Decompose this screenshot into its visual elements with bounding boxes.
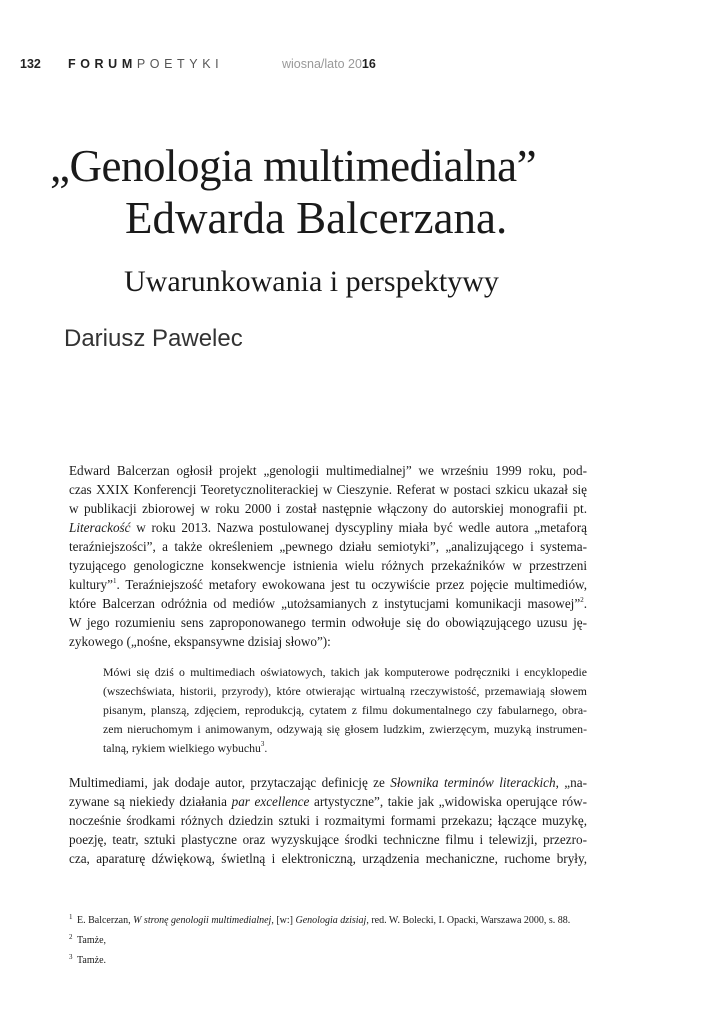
quote-line: (wszechświata, historii, przyrody), które otwierając wirtualną rzeczywistość, przemawiają słowem (103, 684, 587, 698)
text-line: W jego rozumieniu sens zaproponowanego termin odwołuje się do obowiązującego uzusu ję- (69, 615, 587, 630)
footnote-number: 1 (69, 913, 73, 921)
footnote-3 (69, 949, 570, 969)
text-run: . Teraźniejszość metafory ewokowana jest tu oczywiście przez pojęcie multimediów, (116, 577, 587, 592)
text-line (69, 594, 587, 613)
text-run: E. Balcerzan, (77, 915, 134, 926)
book-title: Słownika terminów literackich (390, 775, 556, 790)
text-run: które Balcerzan odróżnia od mediów „utożsamianych z instytucjami komunikacji masowej” (69, 596, 581, 611)
footnote-number: 3 (69, 953, 73, 961)
article-title-line-2: Edwarda Balcerzana. (125, 193, 508, 243)
journal-name-light: POETYKI (136, 57, 224, 71)
footnote-ref-2[interactable]: 2 (580, 596, 584, 604)
text-run: . (264, 741, 268, 755)
footnotes (69, 909, 570, 969)
text-line: czas XXIX Konferencji Teoretycznoliterackiej w Cieszynie. Referat w postaci szkicu ukazał się (69, 482, 587, 497)
journal-name (68, 57, 223, 71)
issue-label-bold: 16 (361, 57, 376, 71)
issue-label-light: wiosna/lato 20 (282, 57, 362, 71)
text-line: w publikacji zbiorowej w roku 2000 i został następnie włączony do autorskiej monografii pt. (69, 501, 587, 516)
text-line (69, 575, 587, 594)
book-title: W stronę genologii multimedialnej (133, 915, 272, 926)
book-title: Literackość (69, 520, 131, 535)
footnote-2 (69, 929, 570, 949)
text-line: poezję, teatr, sztuki plastyczne oraz wyzyskujące środki techniczne filmu i telewizji, przezro- (69, 832, 587, 847)
text-run: artystyczne”, takie jak „widowiska operujące rów- (309, 794, 587, 809)
footnote-number: 2 (69, 933, 73, 941)
quote-line: zem nieruchomym i animowanym, odzywają się głosem ludzkim, zwierzęcym, muzyką instrumen- (103, 722, 587, 736)
page-number: 132 (20, 57, 41, 71)
text-run: talną, rykiem wielkiego wybuchu (103, 741, 261, 755)
article-author: Dariusz Pawelec (64, 325, 243, 352)
article-subtitle: Uwarunkowania i perspektywy (124, 265, 499, 298)
text-run: kultury” (69, 577, 113, 592)
text-run: Tamże. (77, 955, 107, 966)
text-run: Tamże, (77, 935, 107, 946)
text-run: . (583, 596, 587, 611)
text-run: w roku 2013. Nazwa postulowanej dyscypliny miała być wedle autora „metaforą (130, 520, 587, 535)
text-run: , [w:] (271, 915, 296, 926)
text-line: teraźniejszości”, a także określeniem „pewnego działu semiotyki”, „analizującego i systema- (69, 539, 587, 554)
text-line: cza, aparaturę dźwiękową, świetlną i elektroniczną, urządzenia mechaniczne, ruchome bryły, (69, 851, 587, 866)
italic-phrase: par excellence (231, 794, 310, 809)
text-run: zywane są niekiedy działania (69, 794, 232, 809)
journal-name-bold: FORUM (68, 57, 137, 71)
quote-line (103, 739, 587, 758)
text-line (69, 792, 587, 811)
quote-line: Mówi się dziś o multimediach oświatowych, takich jak komputerowe podręczniki i encyklopedie (103, 665, 587, 679)
text-line (69, 773, 587, 792)
article-title-line-1: „Genologia multimedialna” (50, 141, 537, 191)
footnote-ref-1[interactable]: 1 (112, 577, 117, 585)
text-line: zykowego („nośne, ekspansywne dzisiaj słowo”): (69, 634, 331, 649)
quote-line: pisanym, planszą, zdjęciem, reprodukcją, cytatem z filmu dokumentalnego czy fabularnego, obra- (103, 703, 587, 717)
text-line (69, 518, 587, 537)
footnote-ref-3[interactable]: 3 (260, 740, 265, 748)
issue-label (282, 57, 376, 71)
footnote-1 (69, 909, 570, 929)
text-run: Multimediami, jak dodaje autor, przytaczając definicję ze (69, 775, 391, 790)
body-paragraph-2 (69, 773, 587, 868)
text-line: Edward Balcerzan ogłosił projekt „genologii multimedialnej” we wrześniu 1999 roku, pod- (69, 463, 587, 478)
text-run: , „na- (555, 775, 587, 790)
text-line: tyzującego genologiczne konsekwencje istnienia wielu różnych przekaźników w przestrzeni (69, 558, 587, 573)
book-title: Genologia dzisiaj (295, 915, 367, 926)
text-line: nocześnie środkami różnych dziedzin sztuki i rozmaitymi formami przekazu; łączące muzykę, (69, 813, 587, 828)
text-run: , red. W. Bolecki, I. Opacki, Warszawa 2000, s. 88. (366, 915, 571, 926)
block-quote (103, 663, 587, 758)
body-paragraph-1 (69, 461, 587, 651)
